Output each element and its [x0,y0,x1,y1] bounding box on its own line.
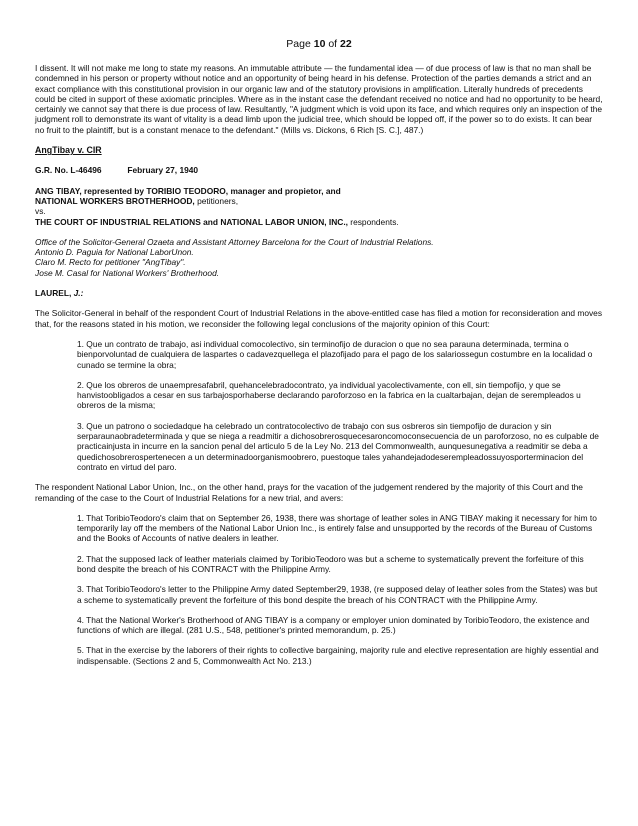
counsel-line: Office of the Solicitor-General Ozaeta and Assistant Attorney Barcelona for the Court of Industrial Relations. [35,236,434,247]
petitioner-line-1: ANG TIBAY, represented by TORIBIO TEODORO, manager and propietor, and [35,185,341,196]
averment-item: 3. That ToribioTeodoro's letter to the Philippine Army dated September29, 1938, (re supposed delay of leather soles from the States) was but a scheme to systematically prevent the forfeiture of this bond despite the breach of his CONTRACT with the Philippine Army. [77,584,598,605]
page-total: 22 [340,38,352,50]
page-prefix: Page [286,38,314,50]
dissent-paragraph: I dissent. It will not make me long to state my reasons. An immutable attribute — the fundamental idea — of due process of law is that no man shall be condemned in his person or property without notice and an opportunity of being heard in his defense. Protection of the parties demands a strict and an exact compliance with this constitutional provision in our organic law and of the statutory provisions in amplification. Literally hundreds of precedents could be cited in support of these axiomatic principles. Where as in the instant case the defendant received no notice and had no opportunity to be heard, certainly we cannot say that there is due process of law. Resultantly, "A judgment which is void upon its face, and which requires only an inspection of the judgment roll to demonstrate its want of vitality is a dead limb upon the judicial tree, which should be lopped off, if the power so to do exists. It can bear no fruit to the plaintiff, but is a constant menace to the defendant." (Mills vs. Dickons, 6 Rich [S. C.], 487.) [35,63,603,135]
conclusion-item: 3. Que un patrono o sociedadque ha celebrado un contratocolectivo de trabajo con sus osbreros sin tiempofijo de duracion y sin serparaunaobradeterminada y que se niega a readmitir a dichosobrerosquecesaroncomoconsecuencia de un paroforzoso, no es culpable de practicainjusta in incurre en la sancion penal del articulo 5 de la Ley No. 213 del Commonwealth, aunquesunegativa a readmitir se deba a quedichosobrerospertenecen a un determinadoorganismoobrero, puestoque tales yahandejadodeserempleadossuyosporterminacion del contrato en virtud del paro. [77,420,599,472]
averment-item: 1. That ToribioTeodoro's claim that on September 26, 1938, there was shortage of leather soles in ANG TIBAY making it necessary for him to temporarily lay off the members of the National Labor Union Inc., is entirely false and unsupported by the records of the Bureau of Customs and the Books of Accounts of native dealers in leather. [77,512,597,544]
page-number: 10 [313,38,326,50]
averment-item: 2. That the supposed lack of leather materials claimed by ToribioTeodoro was but a scheme to systematically prevent the forfeiture of this bond despite the breach of his CONTRACT with the Philippine Army. [77,553,584,574]
counsel-line: Jose M. Casal for National Workers' Brotherhood. [35,267,220,278]
respondent-suffix: respondents. [347,216,399,227]
ponente [35,288,603,298]
gr-number: G.R. No. L-46496 [35,165,102,176]
gr-date: February 27, 1940 [127,165,199,176]
petitioner-name-2: NATIONAL WORKERS BROTHERHOOD, [35,195,195,206]
union-paragraph: The respondent National Labor Union, Inc., on the other hand, prays for the vacation of the judgement rendered by the majority of this Court and the remanding of the case to the Court of Industrial Relations for a new trial, and avers: [35,482,583,503]
intro-paragraph: The Solicitor-General in behalf of the respondent Court of Industrial Relations in the above-entitled case has filed a motion for reconsideration and moves that, for the reasons stated in his motion, we reconsider the following legal conclusions of the majority opinion of this Court: [35,308,603,329]
conclusion-item: 2. Que los obreros de unaempresafabril, quehancelebradocontrato, ya individual yacolectivamente, con ell, sin tiempofijo, y que se hanvistoobligados a cesar en sus tarbajosporhaberse declarando paroforzoso en la fabrica en la cualtarbajan, dejan de serempleados u obreros de la misma; [77,379,581,411]
page-of: of [325,38,341,50]
vs-line: vs. [35,206,46,217]
counsel-line: Claro M. Recto for petitioner "AngTibay". [35,257,186,268]
ponente-suffix: J.: [71,288,84,299]
parties-block [35,186,603,227]
respondent-line [35,217,603,227]
petitioner-line-2 [35,196,603,206]
counsel-block [35,237,603,278]
gr-line [35,165,603,175]
case-title: AngTibay v. CIR [35,145,102,156]
ponente-name: LAUREL, [35,288,72,299]
page-header [0,38,638,50]
counsel-line: Antonio D. Paguia for National LaborUnon. [35,247,194,258]
petitioner-suffix: petitioners, [194,195,239,206]
respondent-name: THE COURT OF INDUSTRIAL RELATIONS and NATIONAL LABOR UNION, INC., [35,216,348,227]
averment-item: 4. That the National Worker's Brotherhood of ANG TIBAY is a company or employer union dominated by ToribioTeodoro, the existence and functions of which are illegal. (281 U.S., 548, petitioner's printed memorandum, p. 25.) [77,614,590,636]
conclusion-item: 1. Que un contrato de trabajo, asi individual comocolectivo, sin terminofijo de duracion o que no sea parauna determinada, termina o bienporvoluntad de cualquiera de laspartes o cadavezquellega el plazofijado para el pago de los salariossegun costumbre en la localidad o cunado se termine la obra; [77,338,593,370]
document-body [35,63,603,666]
averment-item: 5. That in the exercise by the laborers of their rights to collective bargaining, majority rule and elective representation are highly essential and indispensable. (Sections 2 and 5, Commonwealth Act No. 213.) [77,645,599,666]
